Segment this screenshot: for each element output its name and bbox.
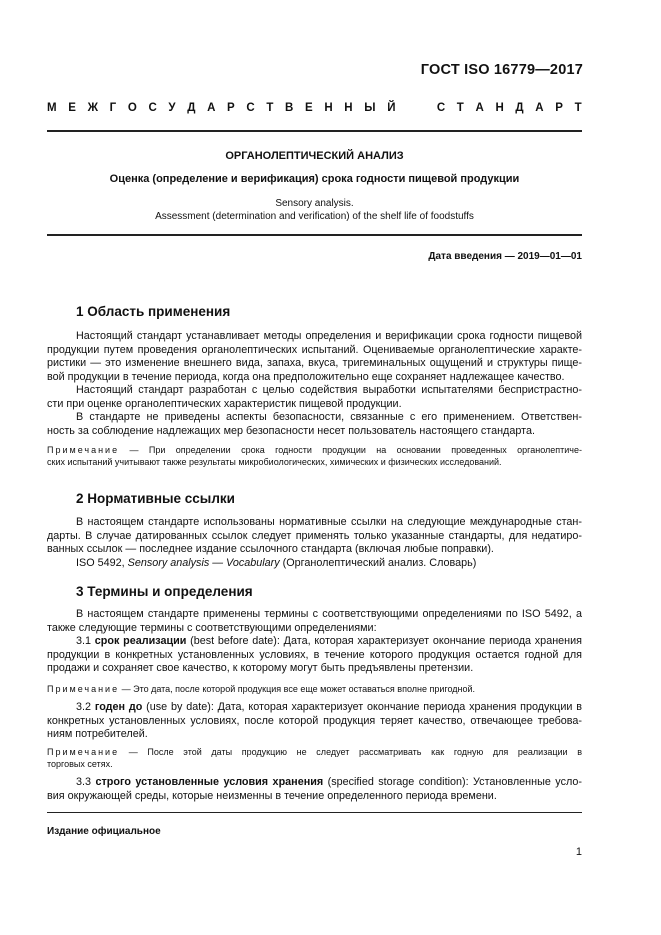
text-line: Настоящий стандарт разработан с целью содействия выработки испытателями беспристрастно- [76, 384, 582, 396]
text-line: сти при оценке органолептических характеристик пищевой продукции. [47, 397, 402, 410]
section-2-heading: 2 Нормативные ссылки [76, 491, 235, 506]
banner-letter: Й [387, 102, 396, 114]
banner-letter: О [127, 102, 137, 114]
english-title-line: Sensory analysis. [275, 198, 354, 209]
text-line: В настоящем стандарте использованы нормативные ссылки на следующие международные стан- [76, 516, 582, 528]
banner-letter: Н [324, 102, 333, 114]
text-line: ристики — это изменение внешнего вида, запаха, вкуса, тригеминальных ощущений и структуры пище- [47, 357, 582, 370]
section-1-paragraph-2 [47, 384, 582, 411]
standard-banner [47, 102, 582, 114]
banner-letter: Е [68, 102, 76, 114]
banner-gap [422, 102, 425, 114]
term-3-1-note [47, 683, 582, 695]
section-3-paragraph-1 [47, 608, 582, 635]
top-rule [47, 130, 582, 132]
banner-letter: С [148, 102, 157, 114]
text-line: Настоящий стандарт устанавливает методы определения и верификации срока годности пищевой [76, 330, 582, 342]
banner-letter: Ы [364, 102, 376, 114]
text-line: 3.2 годен до (use by date): Дата, которая характеризует окончание периода хранения продукции в [76, 701, 582, 713]
term-3-2-note [47, 746, 582, 770]
footer-rule [47, 812, 582, 813]
banner-letter: Ж [87, 102, 98, 114]
banner-letter: Н [495, 102, 504, 114]
banner-letter: А [475, 102, 484, 114]
text-line: ских испытаний учитывают также результаты микробиологических, химических и физических исследований. [47, 457, 502, 468]
text-line: вой продукции в течение периода, когда она предположительно еще сохраняет надлежащее качество. [47, 370, 565, 383]
text-line: Примечание — После этой даты продукцию не следует рассматривать как годную для реализации в [47, 747, 582, 757]
section-2-paragraph-1 [47, 516, 582, 570]
banner-letter: Г [109, 102, 117, 114]
text-line: ность за соблюдение надлежащих мер безопасности несет пользователь настоящего стандарта. [47, 424, 535, 437]
section-1-heading: 1 Область применения [76, 304, 231, 319]
official-edition-label: Издание официальное [47, 826, 161, 837]
banner-letter: Е [305, 102, 313, 114]
banner-gap [407, 102, 410, 114]
banner-letter: М [47, 102, 57, 114]
text-line: торговых сетях. [47, 759, 113, 770]
term-name: строго установленные условия хранения [95, 776, 324, 788]
banner-letter: Д [187, 102, 196, 114]
text-line: вия окружающей среды, которые неизменны в течение определенного периода времени. [47, 789, 497, 802]
introduction-date: Дата введения — 2019—01—01 [428, 251, 582, 262]
text-line: продукции путем проведения органолептических испытаний. Оцениваемые органолептические характе- [47, 343, 582, 356]
text-line: продажи и сохраняет свое качество, к которому могут быть предъявлены претензии. [47, 662, 474, 675]
term-3-3 [47, 776, 582, 803]
text-line: 3.3 строго установленные условия хранения (specified storage condition): Установленные усло- [76, 776, 583, 788]
term-3-2 [47, 701, 582, 742]
text-line: дарты. В случае датированных ссылок следует применять только указанные стандарты, для недатиро- [47, 529, 582, 542]
text-line: ванных ссылок — последнее издание ссылочного стандарта (включая любые поправки). [47, 543, 494, 556]
text-line: ниям потребителей. [47, 728, 148, 741]
reference-line: ISO 5492, Sensory analysis — Vocabulary (Органолептический анализ. Словарь) [76, 556, 477, 569]
term-name: срок реализации [94, 635, 187, 647]
banner-letter: Т [574, 102, 582, 114]
note-label: Примечание [47, 747, 120, 757]
text-line: В настоящем стандарте применены термины с соответствующими определениями по ISO 5492, а [76, 608, 582, 620]
banner-letter: Н [344, 102, 353, 114]
banner-letter: Т [456, 102, 464, 114]
banner-letter: Д [515, 102, 524, 114]
document-title: ОРГАНОЛЕПТИЧЕСКИЙ АНАЛИЗ [225, 150, 404, 162]
text-line: Примечание — Это дата, после которой продукция все еще может оставаться вполне пригодной. [47, 684, 476, 694]
text-line: конкретных установленных условиях, после которой продукция теряет качество, отвечающее требова- [47, 714, 582, 727]
banner-letter: Р [227, 102, 235, 114]
banner-letter: В [285, 102, 294, 114]
note-label: Примечание [47, 684, 120, 694]
banner-letter: Р [555, 102, 563, 114]
document-number: ГОСТ ISO 16779—2017 [420, 62, 583, 78]
banner-letter: С [436, 102, 446, 114]
note-label: Примечание [47, 445, 120, 455]
term-name: годен до [94, 701, 143, 713]
text-line: 3.1 срок реализации (best before date): Дата, которая характеризует окончание периода хранения [76, 635, 583, 647]
text-line: продукции в конкретных установленных условиях, в течение которого продукция остается годной для [47, 648, 582, 661]
section-1-paragraph-1 [47, 330, 582, 384]
english-title-line: Assessment (determination and verification) of the shelf life of foodstuffs [155, 211, 474, 222]
section-1-note [47, 444, 582, 468]
banner-letter: А [207, 102, 216, 114]
banner-letter: Т [266, 102, 274, 114]
title-rule [47, 234, 582, 236]
term-3-1 [47, 635, 582, 676]
banner-letter: С [246, 102, 255, 114]
reference-title: Sensory analysis — Vocabulary [127, 556, 280, 569]
section-3-heading: 3 Термины и определения [76, 584, 253, 599]
text-line: также следующие термины с соответствующими определениями: [47, 621, 377, 634]
page-number: 1 [575, 846, 582, 858]
section-1-paragraph-3 [47, 411, 582, 438]
banner-letter: У [168, 102, 176, 114]
text-line: В стандарте не приведены аспекты безопасности, связанные с его применением. Ответствен- [76, 411, 582, 423]
banner-letter: А [535, 102, 544, 114]
text-line: Примечание — При определении срока годности продукции на основании проведенных органолептиче- [47, 445, 582, 455]
document-subtitle: Оценка (определение и верификация) срока годности пищевой продукции [109, 173, 520, 185]
